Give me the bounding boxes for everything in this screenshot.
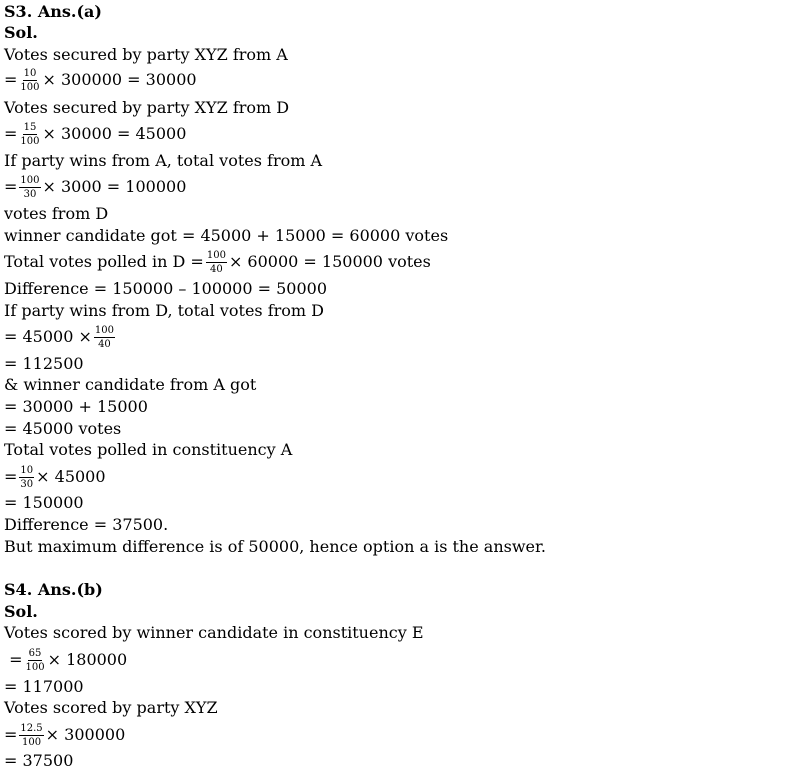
s3-line-6-post: × 3000 = 100000 — [42, 177, 187, 196]
fraction-denominator: 100 — [20, 81, 40, 93]
s3-line-6-fraction — [19, 175, 40, 200]
s3-line-4-pre: = — [4, 124, 18, 143]
s3-line-12-fraction — [94, 325, 115, 350]
fraction-denominator: 100 — [21, 736, 42, 748]
s4-line-1: Votes scored by winner candidate in constituency E — [4, 623, 424, 642]
s3-line-13: = 112500 — [4, 354, 84, 373]
fraction-numerator: 100 — [94, 324, 114, 336]
s4-line-3: = 117000 — [4, 677, 84, 696]
s3-line-2 — [4, 67, 197, 93]
s3-heading: S3. Ans.(a) — [4, 2, 102, 21]
s3-line-18-post: × 45000 — [36, 467, 106, 486]
s4-line-5 — [4, 722, 126, 748]
s3-line-17: Total votes polled in constituency A — [4, 440, 293, 459]
s3-sol-label: Sol. — [4, 23, 38, 42]
s3-line-20: Difference = 37500. — [4, 515, 169, 534]
s3-line-4 — [4, 121, 187, 147]
s3-line-18-fraction — [19, 465, 34, 490]
s3-line-8: winner candidate got = 45000 + 15000 = 60000 votes — [4, 226, 449, 245]
s3-line-19: = 150000 — [4, 493, 84, 512]
s3-line-6-pre: = — [4, 177, 18, 196]
s3-line-16: = 45000 votes — [4, 419, 122, 438]
s3-line-21: But maximum difference is of 50000, hence option a is the answer. — [4, 537, 546, 556]
s3-line-9-post: × 60000 = 150000 votes — [228, 252, 431, 271]
s4-line-2-pre: = — [4, 650, 23, 669]
s4-line-5-post: × 300000 — [45, 725, 126, 744]
s3-line-4-post: × 30000 = 45000 — [42, 124, 187, 143]
s3-line-12-pre: = 45000 × — [4, 327, 92, 346]
s3-line-18-pre: = — [4, 467, 18, 486]
s4-line-2-post: × 180000 — [47, 650, 128, 669]
fraction-denominator: 40 — [98, 338, 111, 350]
s4-heading: S4. Ans.(b) — [4, 580, 103, 599]
fraction-numerator: 100 — [206, 249, 226, 261]
fraction-denominator: 40 — [210, 263, 223, 275]
fraction-numerator: 100 — [20, 174, 40, 186]
s3-line-9 — [4, 249, 431, 275]
fraction-numerator: 10 — [20, 464, 34, 476]
s3-line-10: Difference = 150000 – 100000 = 50000 — [4, 279, 328, 298]
fraction-denominator: 100 — [20, 135, 40, 147]
s4-line-6: = 37500 — [4, 751, 74, 770]
s3-line-2-pre: = — [4, 70, 18, 89]
s3-line-5: If party wins from A, total votes from A — [4, 151, 323, 170]
s4-line-2-fraction — [25, 648, 46, 673]
s3-line-14: & winner candidate from A got — [4, 375, 257, 394]
s4-line-5-fraction — [19, 723, 43, 748]
fraction-numerator: 65 — [28, 647, 42, 659]
s3-line-18 — [4, 464, 106, 490]
s4-line-2 — [4, 647, 128, 673]
s3-line-2-post: × 300000 = 30000 — [42, 70, 197, 89]
fraction-numerator: 10 — [23, 67, 37, 79]
s3-line-15: = 30000 + 15000 — [4, 397, 148, 416]
s4-sol-label: Sol. — [4, 602, 38, 621]
s4-line-5-pre: = — [4, 725, 18, 744]
fraction-denominator: 100 — [25, 661, 45, 673]
s4-line-4: Votes scored by party XYZ — [4, 698, 218, 717]
fraction-denominator: 30 — [20, 478, 34, 490]
fraction-denominator: 30 — [23, 188, 37, 200]
s3-line-7: votes from D — [4, 204, 109, 223]
fraction-numerator: 15 — [23, 121, 37, 133]
s3-line-2-fraction — [19, 68, 40, 93]
s3-line-9-pre: Total votes polled in D = — [4, 252, 204, 271]
s3-line-11: If party wins from D, total votes from D — [4, 301, 325, 320]
s3-line-12 — [4, 324, 117, 350]
s3-line-6 — [4, 174, 187, 200]
s3-line-1: Votes secured by party XYZ from A — [4, 45, 288, 64]
fraction-numerator: 12.5 — [20, 722, 43, 734]
s3-line-4-fraction — [19, 122, 40, 147]
s3-line-3: Votes secured by party XYZ from D — [4, 98, 290, 117]
s3-line-9-fraction — [206, 250, 227, 275]
